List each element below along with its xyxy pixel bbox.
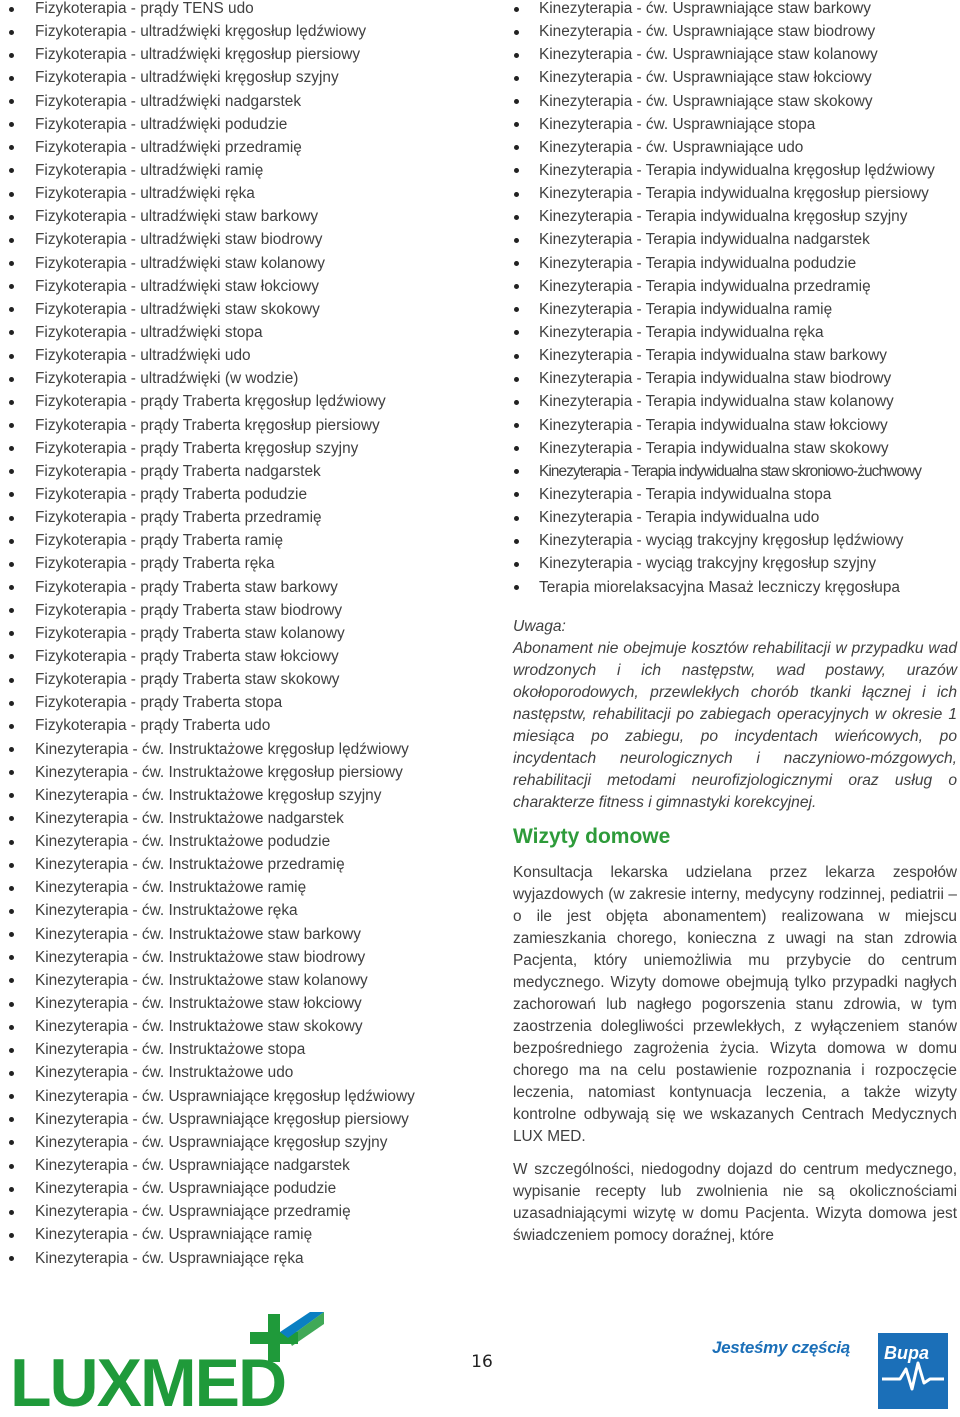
list-item: [505, 46, 957, 69]
bullet-icon: [514, 307, 519, 312]
bullet-icon: [514, 354, 519, 359]
bullet-icon: [9, 1071, 14, 1076]
list-item: [0, 764, 470, 787]
list-item-text: Kinezyterapia - ćw. Usprawniające kręgosłup szyjny: [35, 1133, 388, 1151]
list-item-text: Kinezyterapia - Terapia indywidualna staw barkowy: [539, 347, 887, 365]
list-item-text: Fizykoterapia - ultradźwięki nadgarstek: [35, 92, 302, 110]
list-item-text: Fizykoterapia - ultradźwięki kręgosłup piersiowy: [35, 46, 361, 64]
bullet-icon: [514, 215, 519, 220]
list-item-text: Kinezyterapia - ćw. Usprawniające staw biodrowy: [539, 23, 876, 41]
list-item: [0, 185, 470, 208]
list-item: [0, 0, 470, 23]
list-item: [505, 509, 957, 532]
list-item-text: Kinezyterapia - ćw. Instruktażowe staw kolanowy: [35, 971, 368, 989]
list-item-text: Fizykoterapia - ultradźwięki staw biodrowy: [35, 231, 323, 249]
list-item: [505, 185, 957, 208]
bullet-icon: [514, 492, 519, 497]
bullet-icon: [9, 1256, 14, 1261]
list-item: [0, 1226, 470, 1249]
bullet-icon: [514, 261, 519, 266]
bullet-icon: [9, 516, 14, 521]
section-title: Wizyty domowe: [513, 824, 671, 848]
svg-text:Bupa: Bupa: [884, 1343, 929, 1363]
bullet-icon: [9, 400, 14, 405]
list-item-text: Kinezyterapia - ćw. Usprawniające ramię: [35, 1226, 313, 1244]
bullet-icon: [9, 76, 14, 81]
bullet-icon: [9, 863, 14, 868]
bullet-icon: [9, 53, 14, 58]
bullet-icon: [514, 168, 519, 173]
note-label: Uwaga:: [513, 617, 566, 635]
list-item: [0, 370, 470, 393]
list-item: [0, 46, 470, 69]
list-item-text: Kinezyterapia - ćw. Usprawniające staw kolanowy: [539, 46, 878, 64]
bullet-icon: [9, 654, 14, 659]
list-item: [0, 648, 470, 671]
list-item-text: Kinezyterapia - ćw. Usprawniające nadgarstek: [35, 1157, 350, 1175]
list-item-text: Kinezyterapia - Terapia indywidualna staw skroniowo-żuchwowy: [539, 462, 921, 480]
list-item: [505, 0, 957, 23]
list-item-text: Kinezyterapia - Terapia indywidualna staw skokowy: [539, 439, 889, 457]
list-item: [0, 579, 470, 602]
page-footer: [0, 1300, 960, 1414]
list-item-text: Fizykoterapia - prądy Traberta nadgarstek: [35, 462, 321, 480]
bullet-icon: [9, 7, 14, 12]
list-item: [0, 532, 470, 555]
left-column: [0, 0, 470, 1273]
list-item: [505, 23, 957, 46]
note-text: Abonament nie obejmuje kosztów rehabilitacji w przypadku wad wrodzonych i ich następstw, wad postawy, urazów okołoporodowych, przewlekłych chorób tkanki łącznej i ich następstw, rehabilitacji po zabiegach operacyjnych w okresie 1 miesiąca po zabiegu, po incydentach wieńcowych, po incydentach neurologicznych i naczyniowo-mózgowych, rehabilitacji metodami neurofizjologicznymi oraz usług o charakterze fitness i gimnastyki korekcyjnej.: [513, 639, 957, 811]
bullet-icon: [9, 793, 14, 798]
list-item-text: Kinezyterapia - ćw. Usprawniające stopa: [539, 115, 816, 133]
bullet-icon: [9, 330, 14, 335]
list-item: [505, 532, 957, 555]
list-item: [0, 440, 470, 463]
list-item: [0, 902, 470, 925]
list-item-text: Fizykoterapia - ultradźwięki stopa: [35, 323, 263, 341]
list-item: [505, 139, 957, 162]
bullet-icon: [514, 53, 519, 58]
list-item-text: Kinezyterapia - ćw. Instruktażowe ramię: [35, 879, 307, 897]
list-item: [0, 255, 470, 278]
bullet-icon: [9, 1117, 14, 1122]
list-item: [0, 1134, 470, 1157]
bullet-icon: [9, 1233, 14, 1238]
list-item: [0, 1018, 470, 1041]
list-item: [0, 1041, 470, 1064]
bullet-icon: [9, 261, 14, 266]
list-item: [0, 1157, 470, 1180]
list-item-text: Fizykoterapia - ultradźwięki udo: [35, 347, 251, 365]
list-item-text: Kinezyterapia - ćw. Usprawniające kręgosłup piersiowy: [35, 1110, 409, 1128]
bullet-icon: [9, 99, 14, 104]
bullet-icon: [9, 307, 14, 312]
list-item-text: Kinezyterapia - ćw. Instruktażowe przedramię: [35, 856, 345, 874]
bullet-icon: [9, 192, 14, 197]
list-item: [505, 278, 957, 301]
list-item-text: Kinezyterapia - ćw. Instruktażowe udo: [35, 1064, 294, 1082]
list-item-text: Kinezyterapia - ćw. Instruktażowe kręgosłup lędźwiowy: [35, 740, 409, 758]
section-paragraph-1: Konsultacja lekarska udzielana przez lekarza zespołów wyjazdowych (w zakresie interny, medycyny rodzinnej, pediatrii – o ile jest objęta abonamentem) realizowana w miejscu zamieszkania chorego, konieczna z uwagi na stan zdrowia Pacjenta, który uniemożliwia mu przybycie do centrum medycznego. Wizyty domowe obejmują tylko przypadki nagłych zachorowań lub nagłego pogorszenia stanu zdrowia, w tym zaostrzenia dolegliwości przewlekłych, z wyłączeniem stanów bezpośredniego zagrożenia życia. Wizyta domowa w domu chorego ma na celu postawienie rozpoznania i rozpoczęcie leczenia, natomiast kontynuacja leczenia, a także wizyty kontrolne odbywają się we wskazanych Centrach Medycznych LUX MED.: [513, 863, 957, 1145]
list-item: [0, 856, 470, 879]
list-item: [0, 1203, 470, 1226]
list-item: [0, 301, 470, 324]
bullet-icon: [9, 608, 14, 613]
list-item-text: Fizykoterapia - ultradźwięki staw łokciowy: [35, 277, 319, 295]
list-item-text: Fizykoterapia - prądy Traberta ręka: [35, 555, 275, 573]
bullet-icon: [9, 932, 14, 937]
list-item: [0, 509, 470, 532]
list-item-text: Fizykoterapia - prądy Traberta staw barkowy: [35, 578, 338, 596]
bullet-icon: [514, 377, 519, 382]
list-item: [505, 116, 957, 139]
list-item-text: Kinezyterapia - Terapia indywidualna kręgosłup piersiowy: [539, 185, 929, 203]
list-item-text: Fizykoterapia - prądy Traberta ramię: [35, 532, 284, 550]
bullet-icon: [514, 400, 519, 405]
bullet-icon: [514, 192, 519, 197]
bullet-icon: [9, 631, 14, 636]
list-item-text: Fizykoterapia - prądy Traberta staw biodrowy: [35, 601, 343, 619]
bullet-icon: [514, 30, 519, 35]
list-item-text: Kinezyterapia - wyciąg trakcyjny kręgosłup lędźwiowy: [539, 532, 904, 550]
list-item-text: Kinezyterapia - Terapia indywidualna kręgosłup lędźwiowy: [539, 161, 935, 179]
page-number: 16: [471, 1352, 493, 1372]
list-item: [505, 579, 957, 602]
list-item-text: Kinezyterapia - Terapia indywidualna staw biodrowy: [539, 370, 892, 388]
list-item: [0, 926, 470, 949]
list-item: [0, 625, 470, 648]
right-column: [505, 0, 957, 1258]
list-item: [0, 995, 470, 1018]
list-item-text: Kinezyterapia - ćw. Instruktażowe staw skokowy: [35, 1018, 363, 1036]
list-item-text: Kinezyterapia - ćw. Usprawniające staw łokciowy: [539, 69, 872, 87]
list-item: [0, 1180, 470, 1203]
list-item-text: Kinezyterapia - ćw. Usprawniające ręka: [35, 1249, 304, 1267]
bullet-icon: [9, 1187, 14, 1192]
list-item: [505, 301, 957, 324]
bullet-icon: [9, 1094, 14, 1099]
list-item: [0, 116, 470, 139]
list-item-text: Kinezyterapia - Terapia indywidualna udo: [539, 509, 820, 527]
bullet-icon: [9, 30, 14, 35]
list-item: [505, 93, 957, 116]
list-item-text: Kinezyterapia - Terapia indywidualna staw kolanowy: [539, 393, 894, 411]
bullet-icon: [9, 1210, 14, 1215]
list-item-text: Fizykoterapia - prądy Traberta kręgosłup lędźwiowy: [35, 393, 386, 411]
bullet-icon: [9, 377, 14, 382]
list-item-text: Terapia miorelaksacyjna Masaż leczniczy kręgosłupa: [539, 578, 900, 596]
list-item: [505, 208, 957, 231]
list-item: [0, 833, 470, 856]
bullet-icon: [9, 1002, 14, 1007]
list-item: [0, 1250, 470, 1273]
bullet-icon: [514, 284, 519, 289]
bullet-icon: [9, 909, 14, 914]
bullet-icon: [514, 562, 519, 567]
bullet-icon: [9, 238, 14, 243]
bullet-icon: [9, 284, 14, 289]
list-item: [505, 463, 957, 486]
list-item-text: Fizykoterapia - ultradźwięki kręgosłup szyjny: [35, 69, 339, 87]
list-item-text: Fizykoterapia - prądy Traberta kręgosłup szyjny: [35, 439, 359, 457]
bullet-icon: [514, 539, 519, 544]
list-item-text: Kinezyterapia - ćw. Instruktażowe ręka: [35, 902, 298, 920]
list-item-text: Kinezyterapia - ćw. Instruktażowe staw barkowy: [35, 925, 361, 943]
list-item: [0, 486, 470, 509]
list-item-text: Fizykoterapia - ultradźwięki (w wodzie): [35, 370, 299, 388]
bullet-icon: [514, 330, 519, 335]
list-item-text: Kinezyterapia - ćw. Usprawniające kręgosłup lędźwiowy: [35, 1087, 415, 1105]
list-item-text: Kinezyterapia - ćw. Usprawniające udo: [539, 138, 804, 156]
section-paragraph-2: W szczególności, niedogodny dojazd do centrum medycznego, wypisanie recepty lub zwolnienia nie są okolicznościami uzasadniającymi wizytę w domu Pacjenta. Wizyta domowa jest świadczeniem pomocy doraźnej, które: [513, 1160, 957, 1244]
list-item: [0, 347, 470, 370]
bullet-icon: [9, 747, 14, 752]
bullet-icon: [514, 585, 519, 590]
bullet-icon: [9, 1164, 14, 1169]
list-item-text: Kinezyterapia - ćw. Usprawniające podudzie: [35, 1180, 337, 1198]
list-item-text: Kinezyterapia - Terapia indywidualna podudzie: [539, 254, 857, 272]
list-item-text: Kinezyterapia - ćw. Instruktażowe podudzie: [35, 833, 331, 851]
list-item: [0, 555, 470, 578]
svg-text:LUXMED: LUXMED: [10, 1345, 286, 1412]
list-item: [0, 972, 470, 995]
bullet-icon: [9, 678, 14, 683]
list-item: [505, 555, 957, 578]
bullet-icon: [9, 1140, 14, 1145]
bullet-icon: [514, 122, 519, 127]
list-item-text: Kinezyterapia - ćw. Instruktażowe kręgosłup szyjny: [35, 786, 382, 804]
left-service-list: [0, 0, 470, 1273]
bullet-icon: [9, 724, 14, 729]
bullet-icon: [9, 168, 14, 173]
list-item: [0, 717, 470, 740]
list-item-text: Fizykoterapia - ultradźwięki kręgosłup lędźwiowy: [35, 23, 367, 41]
list-item-text: Fizykoterapia - ultradźwięki ręka: [35, 185, 255, 203]
list-item: [505, 347, 957, 370]
bullet-icon: [9, 562, 14, 567]
list-item-text: Kinezyterapia - ćw. Instruktażowe nadgarstek: [35, 809, 344, 827]
list-item-text: Kinezyterapia - Terapia indywidualna przedramię: [539, 277, 871, 295]
list-item-text: Kinezyterapia - Terapia indywidualna kręgosłup szyjny: [539, 208, 908, 226]
bullet-icon: [9, 1025, 14, 1030]
list-item-text: Fizykoterapia - ultradźwięki staw skokowy: [35, 300, 320, 318]
list-item: [0, 463, 470, 486]
bullet-icon: [514, 516, 519, 521]
bullet-icon: [514, 7, 519, 12]
list-item: [0, 1064, 470, 1087]
list-item: [0, 324, 470, 347]
list-item: [0, 417, 470, 440]
bullet-icon: [9, 423, 14, 428]
note-block: [513, 616, 957, 814]
list-item-text: Kinezyterapia - Terapia indywidualna ręka: [539, 323, 824, 341]
list-item-text: Kinezyterapia - ćw. Instruktażowe staw łokciowy: [35, 995, 362, 1013]
section-body: [513, 862, 957, 1247]
list-item-text: Kinezyterapia - ćw. Instruktażowe stopa: [35, 1041, 306, 1059]
list-item-text: Fizykoterapia - prądy Traberta staw kolanowy: [35, 624, 345, 642]
list-item: [0, 741, 470, 764]
bullet-icon: [9, 770, 14, 775]
list-item-text: Fizykoterapia - ultradźwięki staw barkowy: [35, 208, 319, 226]
list-item: [505, 393, 957, 416]
list-item: [505, 486, 957, 509]
list-item: [0, 231, 470, 254]
bullet-icon: [9, 886, 14, 891]
bullet-icon: [514, 99, 519, 104]
list-item-text: Kinezyterapia - wyciąg trakcyjny kręgosłup szyjny: [539, 555, 877, 573]
list-item-text: Kinezyterapia - Terapia indywidualna staw łokciowy: [539, 416, 888, 434]
list-item-text: Kinezyterapia - ćw. Usprawniające przedramię: [35, 1203, 351, 1221]
list-item: [0, 1111, 470, 1134]
bullet-icon: [9, 701, 14, 706]
bullet-icon: [9, 122, 14, 127]
list-item: [0, 162, 470, 185]
bullet-icon: [9, 955, 14, 960]
right-service-list: [505, 0, 957, 602]
bullet-icon: [9, 1048, 14, 1053]
bupa-logo: [878, 1333, 948, 1414]
bullet-icon: [514, 469, 519, 474]
list-item: [505, 440, 957, 463]
list-item-text: Kinezyterapia - Terapia indywidualna nadgarstek: [539, 231, 870, 249]
bullet-icon: [514, 76, 519, 81]
bupa-logo-icon: [878, 1333, 948, 1409]
list-item: [505, 69, 957, 92]
list-item-text: Fizykoterapia - prądy Traberta staw łokciowy: [35, 647, 339, 665]
bullet-icon: [9, 446, 14, 451]
list-item: [0, 93, 470, 116]
list-item-text: Fizykoterapia - prądy Traberta staw skokowy: [35, 671, 340, 689]
list-item-text: Kinezyterapia - Terapia indywidualna stopa: [539, 485, 832, 503]
list-item-text: Kinezyterapia - ćw. Instruktażowe staw biodrowy: [35, 948, 366, 966]
bullet-icon: [9, 816, 14, 821]
list-item: [0, 879, 470, 902]
list-item-text: Fizykoterapia - ultradźwięki podudzie: [35, 115, 288, 133]
list-item: [0, 278, 470, 301]
bullet-icon: [514, 446, 519, 451]
list-item-text: Fizykoterapia - ultradźwięki ramię: [35, 161, 264, 179]
list-item: [505, 324, 957, 347]
luxmed-logo-icon: [10, 1312, 330, 1412]
list-item: [0, 69, 470, 92]
list-item-text: Fizykoterapia - prądy Traberta kręgosłup piersiowy: [35, 416, 380, 434]
bullet-icon: [9, 354, 14, 359]
list-item: [0, 208, 470, 231]
list-item: [0, 139, 470, 162]
list-item: [505, 162, 957, 185]
list-item: [0, 810, 470, 833]
list-item: [0, 602, 470, 625]
list-item-text: Fizykoterapia - ultradźwięki przedramię: [35, 138, 302, 156]
list-item-text: Fizykoterapia - prądy Traberta podudzie: [35, 485, 308, 503]
luxmed-logo: [10, 1312, 330, 1417]
list-item: [0, 1088, 470, 1111]
list-item: [505, 255, 957, 278]
list-item-text: Fizykoterapia - prądy TENS udo: [35, 0, 254, 17]
bullet-icon: [9, 492, 14, 497]
bullet-icon: [514, 423, 519, 428]
list-item: [0, 694, 470, 717]
list-item-text: Kinezyterapia - Terapia indywidualna ramię: [539, 300, 833, 318]
list-item-text: Kinezyterapia - ćw. Usprawniające staw barkowy: [539, 0, 871, 17]
bullet-icon: [9, 145, 14, 150]
list-item: [0, 671, 470, 694]
list-item: [0, 787, 470, 810]
bullet-icon: [9, 978, 14, 983]
bullet-icon: [514, 145, 519, 150]
list-item: [0, 949, 470, 972]
bupa-slogan: Jesteśmy częścią: [712, 1338, 850, 1357]
list-item-text: Fizykoterapia - prądy Traberta przedramię: [35, 509, 322, 527]
list-item-text: Fizykoterapia - ultradźwięki staw kolanowy: [35, 254, 325, 272]
bullet-icon: [9, 585, 14, 590]
bullet-icon: [9, 539, 14, 544]
list-item: [505, 370, 957, 393]
list-item-text: Fizykoterapia - prądy Traberta stopa: [35, 694, 283, 712]
list-item-text: Kinezyterapia - ćw. Usprawniające staw skokowy: [539, 92, 873, 110]
list-item: [505, 417, 957, 440]
list-item: [0, 23, 470, 46]
list-item: [0, 393, 470, 416]
bullet-icon: [514, 238, 519, 243]
bullet-icon: [9, 840, 14, 845]
bullet-icon: [9, 215, 14, 220]
list-item-text: Fizykoterapia - prądy Traberta udo: [35, 717, 271, 735]
bullet-icon: [9, 469, 14, 474]
list-item-text: Kinezyterapia - ćw. Instruktażowe kręgosłup piersiowy: [35, 763, 403, 781]
list-item: [505, 231, 957, 254]
